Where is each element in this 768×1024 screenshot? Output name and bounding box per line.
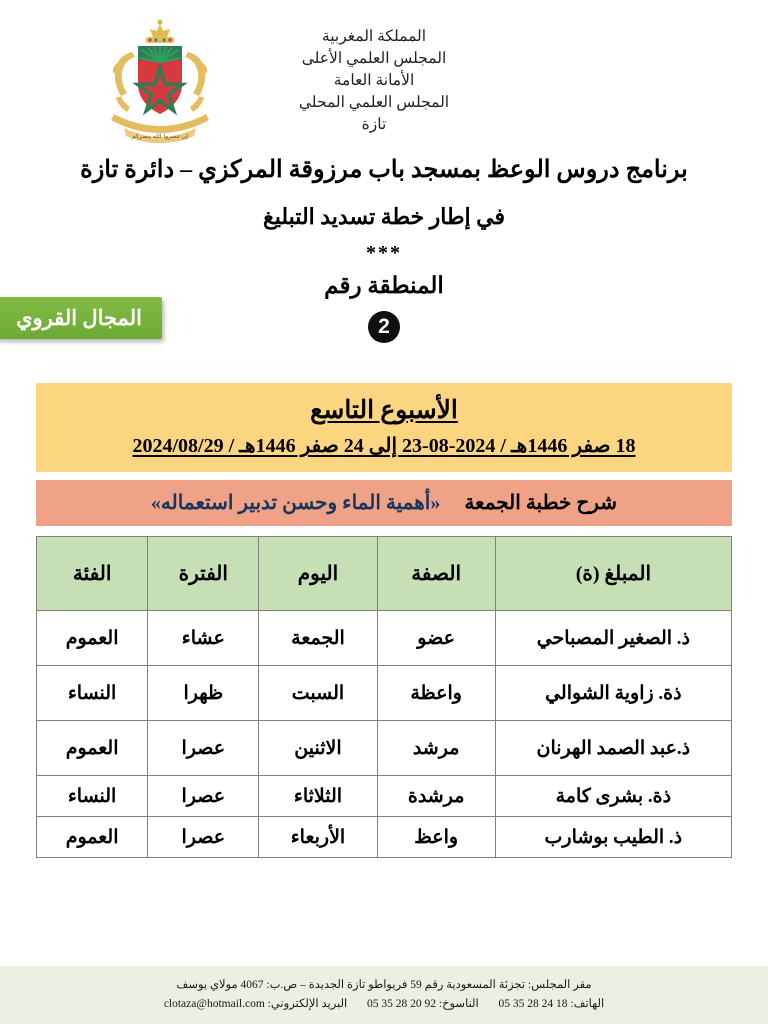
khutba-label: شرح خطبة الجمعة <box>464 492 618 514</box>
table-row <box>37 611 732 666</box>
page-subtitle: في إطار خطة تسديد التبليغ <box>263 204 505 229</box>
supreme-council-line: المجلس العلمي الأعلى <box>301 50 447 67</box>
document-footer <box>0 966 768 1024</box>
column-header-day: اليوم <box>259 537 377 611</box>
kingdom-line: المملكة المغربية <box>321 28 427 45</box>
column-header-role: الصفة <box>377 537 495 611</box>
week-title: الأسبوع التاسع <box>310 397 458 424</box>
phone-label: الهاتف: <box>570 998 605 1011</box>
cell-day: الاثنين <box>259 721 377 776</box>
week-banner <box>36 383 732 472</box>
zone-row <box>0 273 768 365</box>
cell-category: النساء <box>37 776 148 817</box>
page-title: برنامج دروس الوعظ بمسجد باب مرزوقة المركزي – دائرة تازة <box>80 157 688 183</box>
cell-role: عضو <box>377 611 495 666</box>
city-line: تازة <box>361 116 387 133</box>
email-label: البريد الإلكتروني: <box>267 998 348 1011</box>
institution-header-text <box>240 18 508 136</box>
cell-category: العموم <box>37 611 148 666</box>
cell-category: العموم <box>37 817 148 858</box>
cell-role: واعظ <box>377 817 495 858</box>
cell-period: عصرا <box>148 721 259 776</box>
phone-value: 05 35 28 24 18 <box>498 998 568 1011</box>
general-secretariat-line: الأمانة العامة <box>333 72 415 89</box>
table-row <box>37 721 732 776</box>
cell-name: ذة. بشرى كامة <box>495 776 731 817</box>
separator-stars: *** <box>366 242 402 264</box>
cell-period: عصرا <box>148 817 259 858</box>
document-header <box>0 0 768 146</box>
email-value: clotaza@hotmail.com <box>163 998 265 1011</box>
week-dates: 18 صفر 1446هـ / 2024-08-23 إلى 24 صفر 1446هـ / 2024/08/29 <box>132 435 636 457</box>
zone-label: المنطقة رقم <box>324 273 444 298</box>
cell-period: عصرا <box>148 776 259 817</box>
footer-contacts <box>0 995 768 1014</box>
cell-period: ظهرا <box>148 666 259 721</box>
table-row <box>37 776 732 817</box>
cell-day: الجمعة <box>259 611 377 666</box>
cell-category: العموم <box>37 721 148 776</box>
table-row <box>37 666 732 721</box>
table-row <box>37 817 732 858</box>
coat-of-arms-icon <box>80 18 240 148</box>
fax-value: 05 35 28 20 92 <box>367 998 436 1011</box>
rural-area-badge: المجال القروي <box>0 297 162 339</box>
cell-day: السبت <box>259 666 377 721</box>
cell-period: عشاء <box>148 611 259 666</box>
local-council-line: المجلس العلمي المحلي <box>298 94 450 111</box>
cell-name: ذ.عبد الصمد الهرنان <box>495 721 731 776</box>
fax-label: الناسوخ: <box>438 998 479 1011</box>
title-block <box>0 152 768 265</box>
table-header-row <box>37 537 732 611</box>
cell-day: الثلاثاء <box>259 776 377 817</box>
cell-role: مرشد <box>377 721 495 776</box>
cell-name: ذة. زاوية الشوالي <box>495 666 731 721</box>
zone-number-badge: 2 <box>368 311 400 343</box>
cell-category: النساء <box>37 666 148 721</box>
column-header-period: الفترة <box>148 537 259 611</box>
cell-role: مرشدة <box>377 776 495 817</box>
column-header-category: الفئة <box>37 537 148 611</box>
khutba-topic: «أهمية الماء وحسن تدبير استعماله» <box>150 492 441 514</box>
cell-name: ذ. الصغير المصباحي <box>495 611 731 666</box>
cell-name: ذ. الطيب بوشارب <box>495 817 731 858</box>
cell-day: الأربعاء <box>259 817 377 858</box>
khutba-banner <box>36 480 732 526</box>
schedule-table-wrapper <box>36 536 732 858</box>
column-header-name: المبلغ (ة) <box>495 537 731 611</box>
cell-role: واعظة <box>377 666 495 721</box>
svg-text:إن تنصروا الله ينصركم: إن تنصروا الله ينصركم <box>132 133 188 140</box>
footer-address: مقر المجلس: تجزئة المسعودية رقم 59 فريواطو تازة الجديدة – ص.ب: 4067 مولاي يوسف <box>176 979 592 992</box>
schedule-table <box>36 536 732 858</box>
